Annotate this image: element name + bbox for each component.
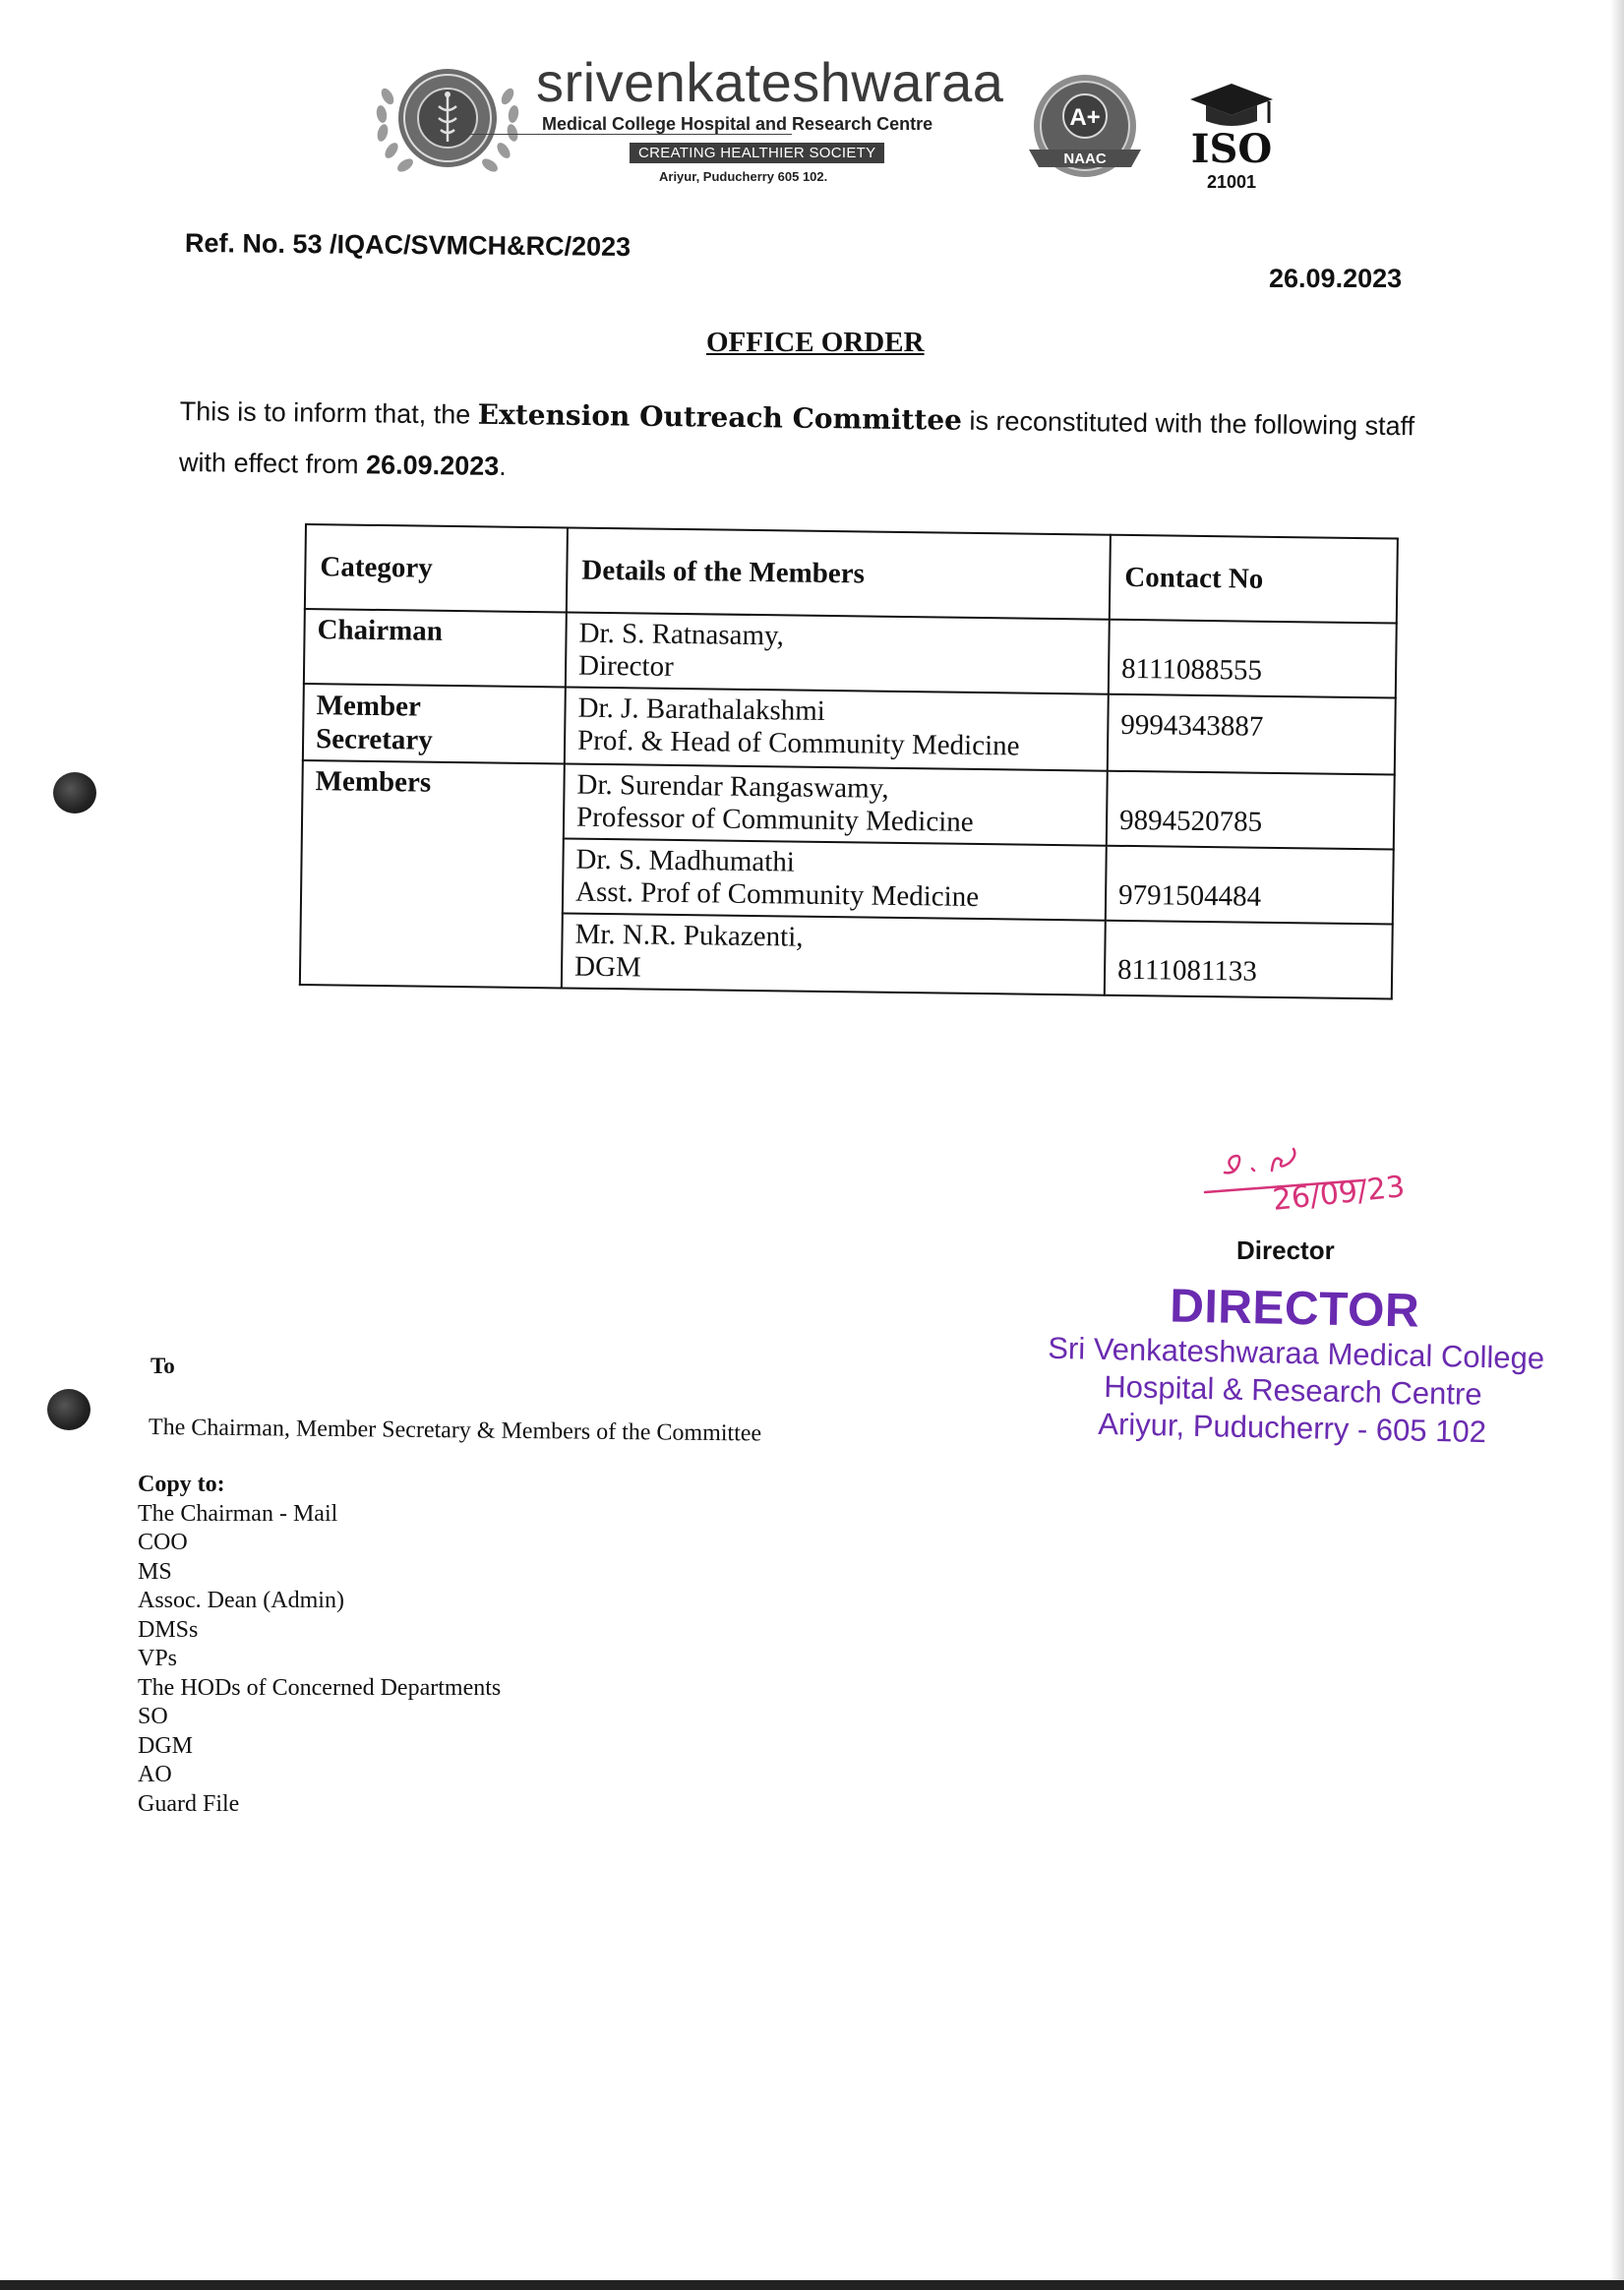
member-designation: DGM — [573, 950, 642, 984]
row-contact: 9994343887 — [1108, 694, 1396, 775]
copy-to-label: Copy to: — [138, 1472, 225, 1497]
list-item: DMSs — [138, 1616, 199, 1643]
row-details — [565, 687, 1109, 770]
order-date: 26.09.2023 — [1269, 264, 1403, 293]
committee-name: Extension Outreach Committee — [477, 397, 963, 437]
iso-label: ISO — [1190, 126, 1273, 172]
brand-subtitle: Medical College Hospital and Research Centre — [542, 114, 933, 134]
row-category — [303, 684, 566, 763]
naac-badge-icon — [1021, 69, 1149, 187]
signature-date: 26/09/23 — [1271, 1170, 1407, 1218]
intro-part2: is reconstituted with the following staff with effect from — [178, 405, 1415, 480]
page-edge-shadow — [1610, 0, 1624, 2290]
order-title: OFFICE ORDER — [706, 327, 925, 358]
table-row — [302, 760, 1395, 850]
list-item: AO — [138, 1762, 172, 1787]
table-row — [304, 609, 1397, 698]
header-contact: Contact No — [1110, 535, 1398, 624]
letterhead — [374, 47, 1289, 195]
category-line: Secretary — [315, 723, 433, 756]
member-name: Dr. S. Madhumathi — [575, 843, 796, 878]
list-item: VPs — [138, 1646, 178, 1671]
table-row — [303, 684, 1396, 775]
director-signature — [1195, 1141, 1441, 1220]
punch-hole-bottom — [47, 1389, 90, 1430]
page-bottom-edge — [0, 2280, 1624, 2290]
row-details — [563, 838, 1107, 920]
director-stamp — [1046, 1279, 1545, 1452]
member-designation: Professor of Community Medicine — [575, 801, 974, 838]
stamp-line-1: Sri Venkateshwaraa Medical College — [1047, 1330, 1545, 1376]
naac-label: NAAC — [1063, 151, 1107, 167]
list-item: The Chairman - Mail — [138, 1500, 338, 1527]
list-item: Assoc. Dean (Admin) — [138, 1588, 344, 1613]
list-item: DGM — [138, 1732, 194, 1759]
row-contact: 9791504484 — [1106, 846, 1394, 925]
brand-rule — [467, 134, 792, 135]
copy-to-list — [138, 1471, 501, 1819]
list-item: SO — [138, 1704, 168, 1729]
intro-part3: . — [499, 451, 507, 482]
intro-paragraph — [179, 386, 1459, 504]
row-details — [562, 913, 1106, 994]
naac-grade: A+ — [1069, 104, 1101, 131]
member-designation: Asst. Prof of Community Medicine — [574, 875, 980, 913]
row-contact: 8111088555 — [1109, 620, 1397, 698]
brand-block — [536, 53, 1028, 135]
row-details — [564, 763, 1108, 845]
member-name: Dr. J. Barathalakshmi — [577, 692, 826, 727]
brand-tagline: CREATING HEALTHIER SOCIETY — [630, 143, 884, 163]
row-contact: 8111081133 — [1105, 921, 1393, 999]
iso-number: 21001 — [1206, 172, 1257, 192]
committee-table-wrap — [299, 523, 1399, 1000]
brand-name: srivenkateshwaraa — [536, 51, 1004, 113]
list-item: Guard File — [138, 1790, 240, 1817]
member-designation: Director — [577, 649, 674, 683]
stamp-line-2: Hospital & Research Centre — [1104, 1368, 1482, 1413]
intro-part1: This is to inform that, the — [179, 395, 478, 430]
category-line: Member — [316, 690, 422, 723]
committee-table — [299, 523, 1399, 1000]
list-item: MS — [138, 1558, 172, 1585]
member-name: Mr. N.R. Pukazenti, — [574, 918, 804, 953]
header-details: Details of the Members — [567, 527, 1111, 619]
header-category: Category — [305, 524, 568, 612]
list-item: COO — [138, 1530, 188, 1555]
row-details — [566, 612, 1110, 693]
member-name: Dr. S. Ratnasamy, — [578, 617, 785, 652]
punch-hole-top — [53, 772, 96, 814]
reference-number: Ref. No. 53 /IQAC/SVMCH&RC/2023 — [184, 228, 632, 262]
member-designation: Prof. & Head of Community Medicine — [576, 724, 1020, 762]
signatory-label: Director — [1236, 1235, 1335, 1265]
row-contact: 9894520785 — [1107, 771, 1395, 850]
list-item: The HODs of Concerned Departments — [138, 1674, 502, 1701]
college-emblem-icon — [374, 57, 521, 185]
brand-address: Ariyur, Puducherry 605 102. — [659, 169, 828, 184]
to-recipients: The Chairman, Member Secretary & Members of the Committee — [148, 1415, 762, 1447]
member-name: Dr. Surendar Rangaswamy, — [576, 768, 889, 805]
to-label: To — [150, 1354, 175, 1378]
row-category: Chairman — [304, 609, 567, 687]
stamp-line-3: Ariyur, Puducherry - 605 102 — [1098, 1406, 1487, 1450]
table-header-row — [305, 524, 1398, 624]
effective-date: 26.09.2023 — [365, 450, 500, 481]
row-category: Members — [300, 760, 565, 988]
iso-badge-icon — [1171, 72, 1289, 195]
stamp-title: DIRECTOR — [1169, 1280, 1420, 1338]
